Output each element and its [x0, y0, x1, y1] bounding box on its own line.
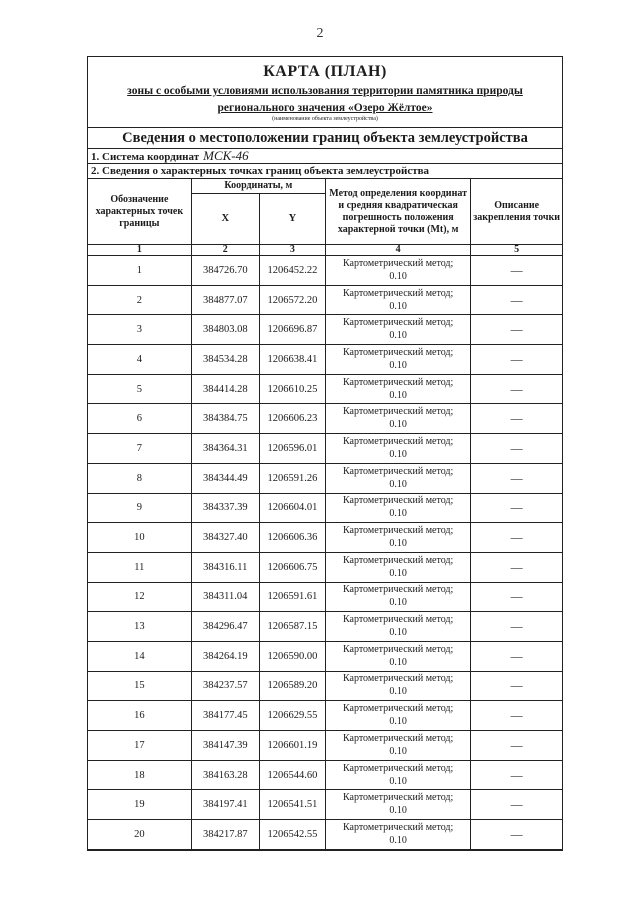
coord-y: 1206544.60 — [259, 760, 325, 790]
coord-y: 1206610.25 — [259, 374, 325, 404]
coord-x: 384534.28 — [191, 345, 259, 375]
fixing-description: — — [471, 552, 562, 582]
fixing-description: — — [471, 731, 562, 761]
table-row — [88, 612, 562, 642]
point-number: 9 — [88, 493, 191, 523]
coord-x: 384316.11 — [191, 552, 259, 582]
method-cell — [325, 641, 470, 671]
method-text: Картометрический метод; — [342, 584, 454, 596]
coord-y: 1206587.15 — [259, 612, 325, 642]
column-number: 5 — [471, 245, 562, 256]
method-cell — [325, 493, 470, 523]
point-number: 12 — [88, 582, 191, 612]
method-cell — [325, 285, 470, 315]
method-text: Картометрический метод; — [342, 465, 454, 477]
point-number: 16 — [88, 701, 191, 731]
point-number: 20 — [88, 820, 191, 850]
accuracy-value: 0.10 — [389, 359, 407, 371]
fixing-description: — — [471, 582, 562, 612]
point-number: 15 — [88, 671, 191, 701]
coord-y: 1206629.55 — [259, 701, 325, 731]
method-text: Картометрический метод; — [342, 525, 454, 537]
coord-y: 1206452.22 — [259, 256, 325, 286]
fixing-description: — — [471, 256, 562, 286]
table-row — [88, 404, 562, 434]
points-section-label: 2. Сведения о характерных точках границ объекта землеустройства — [88, 164, 562, 179]
accuracy-value: 0.10 — [389, 270, 407, 282]
method-cell — [325, 434, 470, 464]
accuracy-value: 0.10 — [389, 419, 407, 431]
zone-name-line-2: регионального значения «Озеро Жёлтое» — [217, 102, 433, 114]
zone-name-line-1: зоны с особыми условиями использования территории памятника природы — [127, 85, 523, 97]
method-text: Картометрический метод; — [342, 376, 454, 388]
method-text: Картометрический метод; — [342, 495, 454, 507]
coord-y: 1206596.01 — [259, 434, 325, 464]
method-text: Картометрический метод; — [342, 346, 454, 358]
coord-y: 1206606.75 — [259, 552, 325, 582]
point-number: 3 — [88, 315, 191, 345]
table-body — [88, 256, 562, 850]
coord-y: 1206638.41 — [259, 345, 325, 375]
coord-y: 1206606.23 — [259, 404, 325, 434]
method-text: Картометрический метод; — [342, 762, 454, 774]
coord-x: 384197.41 — [191, 790, 259, 820]
method-cell — [325, 760, 470, 790]
coord-x: 384163.28 — [191, 760, 259, 790]
method-cell — [325, 463, 470, 493]
accuracy-value: 0.10 — [389, 508, 407, 520]
table-row — [88, 434, 562, 464]
method-cell — [325, 582, 470, 612]
coordinate-system-value: МСК-46 — [203, 148, 249, 163]
accuracy-value: 0.10 — [389, 448, 407, 460]
coord-x: 384364.31 — [191, 434, 259, 464]
header-x: X — [191, 194, 259, 245]
table-row — [88, 493, 562, 523]
coord-y: 1206604.01 — [259, 493, 325, 523]
fixing-description: — — [471, 820, 562, 850]
method-cell — [325, 612, 470, 642]
coord-y: 1206696.87 — [259, 315, 325, 345]
accuracy-value: 0.10 — [389, 567, 407, 579]
table-row — [88, 523, 562, 553]
table-row — [88, 463, 562, 493]
boundary-points-table — [88, 179, 562, 850]
point-number: 4 — [88, 345, 191, 375]
object-name-caption: (наименование объекта землеустройства) — [272, 116, 378, 122]
accuracy-value: 0.10 — [389, 389, 407, 401]
table-row — [88, 731, 562, 761]
method-text: Картометрический метод; — [342, 792, 454, 804]
point-number: 6 — [88, 404, 191, 434]
coord-x: 384414.28 — [191, 374, 259, 404]
point-number: 18 — [88, 760, 191, 790]
document-header — [88, 57, 562, 128]
table-row — [88, 671, 562, 701]
accuracy-value: 0.10 — [389, 300, 407, 312]
method-text: Картометрический метод; — [342, 287, 454, 299]
method-cell — [325, 345, 470, 375]
point-number: 1 — [88, 256, 191, 286]
table-row — [88, 345, 562, 375]
method-text: Картометрический метод; — [342, 732, 454, 744]
coord-x: 384877.07 — [191, 285, 259, 315]
method-text: Картометрический метод; — [342, 614, 454, 626]
point-number: 13 — [88, 612, 191, 642]
coord-x: 384803.08 — [191, 315, 259, 345]
point-number: 2 — [88, 285, 191, 315]
coord-y: 1206590.00 — [259, 641, 325, 671]
method-text: Картометрический метод; — [342, 673, 454, 685]
header-coordinates: Координаты, м — [191, 179, 325, 194]
fixing-description: — — [471, 434, 562, 464]
method-cell — [325, 552, 470, 582]
fixing-description: — — [471, 523, 562, 553]
coord-y: 1206589.20 — [259, 671, 325, 701]
header-method: Метод определения координат и средняя квадратическая погрешность положения характерной точки (Mt), м — [325, 179, 470, 245]
column-number: 4 — [325, 245, 470, 256]
method-text: Картометрический метод; — [342, 643, 454, 655]
coord-x: 384384.75 — [191, 404, 259, 434]
fixing-description: — — [471, 641, 562, 671]
point-number: 11 — [88, 552, 191, 582]
fixing-description: — — [471, 790, 562, 820]
fixing-description: — — [471, 285, 562, 315]
column-number: 3 — [259, 245, 325, 256]
coord-y: 1206591.61 — [259, 582, 325, 612]
fixing-description: — — [471, 345, 562, 375]
accuracy-value: 0.10 — [389, 775, 407, 787]
column-number-row — [88, 245, 562, 256]
table-row — [88, 552, 562, 582]
accuracy-value: 0.10 — [389, 716, 407, 728]
coord-x: 384337.39 — [191, 493, 259, 523]
document-title: КАРТА (ПЛАН) — [263, 63, 387, 80]
method-cell — [325, 820, 470, 850]
coord-x: 384344.49 — [191, 463, 259, 493]
method-cell — [325, 315, 470, 345]
accuracy-value: 0.10 — [389, 805, 407, 817]
point-number: 5 — [88, 374, 191, 404]
table-row — [88, 374, 562, 404]
table-row — [88, 641, 562, 671]
table-row — [88, 760, 562, 790]
point-number: 7 — [88, 434, 191, 464]
method-text: Картометрический метод; — [342, 317, 454, 329]
fixing-description: — — [471, 701, 562, 731]
coord-x: 384217.87 — [191, 820, 259, 850]
fixing-description: — — [471, 493, 562, 523]
accuracy-value: 0.10 — [389, 478, 407, 490]
table-row — [88, 285, 562, 315]
point-number: 10 — [88, 523, 191, 553]
coord-y: 1206572.20 — [259, 285, 325, 315]
fixing-description: — — [471, 463, 562, 493]
accuracy-value: 0.10 — [389, 745, 407, 757]
point-number: 14 — [88, 641, 191, 671]
coord-x: 384311.04 — [191, 582, 259, 612]
coord-y: 1206601.19 — [259, 731, 325, 761]
method-cell — [325, 671, 470, 701]
fixing-description: — — [471, 612, 562, 642]
accuracy-value: 0.10 — [389, 656, 407, 668]
fixing-description: — — [471, 760, 562, 790]
coord-x: 384264.19 — [191, 641, 259, 671]
column-number: 1 — [88, 245, 191, 256]
point-number: 17 — [88, 731, 191, 761]
coord-x: 384177.45 — [191, 701, 259, 731]
accuracy-value: 0.10 — [389, 538, 407, 550]
header-fixing-description: Описание закрепления точки — [471, 179, 562, 245]
method-text: Картометрический метод; — [342, 406, 454, 418]
method-text: Картометрический метод; — [342, 435, 454, 447]
accuracy-value: 0.10 — [389, 330, 407, 342]
section-title: Сведения о местоположении границ объекта землеустройства — [88, 128, 562, 149]
table-row — [88, 582, 562, 612]
coord-y: 1206606.36 — [259, 523, 325, 553]
coordinate-system-row — [88, 149, 562, 164]
table-row — [88, 790, 562, 820]
method-cell — [325, 374, 470, 404]
fixing-description: — — [471, 315, 562, 345]
method-text: Картометрический метод; — [342, 554, 454, 566]
page-number: 2 — [316, 26, 324, 41]
table-row — [88, 315, 562, 345]
coord-y: 1206591.26 — [259, 463, 325, 493]
coordinate-system-label: 1. Система координат — [91, 151, 200, 163]
point-number: 19 — [88, 790, 191, 820]
method-cell — [325, 731, 470, 761]
accuracy-value: 0.10 — [389, 627, 407, 639]
header-point-designation: Обозначение характерных точек границы — [88, 179, 191, 245]
fixing-description: — — [471, 404, 562, 434]
accuracy-value: 0.10 — [389, 597, 407, 609]
coord-x: 384237.57 — [191, 671, 259, 701]
accuracy-value: 0.10 — [389, 834, 407, 846]
coord-y: 1206542.55 — [259, 820, 325, 850]
method-cell — [325, 523, 470, 553]
coord-x: 384327.40 — [191, 523, 259, 553]
table-row — [88, 701, 562, 731]
table-row — [88, 820, 562, 850]
point-number: 8 — [88, 463, 191, 493]
table-row — [88, 256, 562, 286]
header-y: Y — [259, 194, 325, 245]
method-cell — [325, 256, 470, 286]
document-frame — [87, 56, 563, 851]
method-cell — [325, 404, 470, 434]
method-cell — [325, 790, 470, 820]
fixing-description: — — [471, 374, 562, 404]
method-text: Картометрический метод; — [342, 821, 454, 833]
coord-x: 384296.47 — [191, 612, 259, 642]
column-number: 2 — [191, 245, 259, 256]
method-text: Картометрический метод; — [342, 257, 454, 269]
coord-x: 384147.39 — [191, 731, 259, 761]
coord-x: 384726.70 — [191, 256, 259, 286]
fixing-description: — — [471, 671, 562, 701]
coord-y: 1206541.51 — [259, 790, 325, 820]
method-cell — [325, 701, 470, 731]
method-text: Картометрический метод; — [342, 703, 454, 715]
accuracy-value: 0.10 — [389, 686, 407, 698]
